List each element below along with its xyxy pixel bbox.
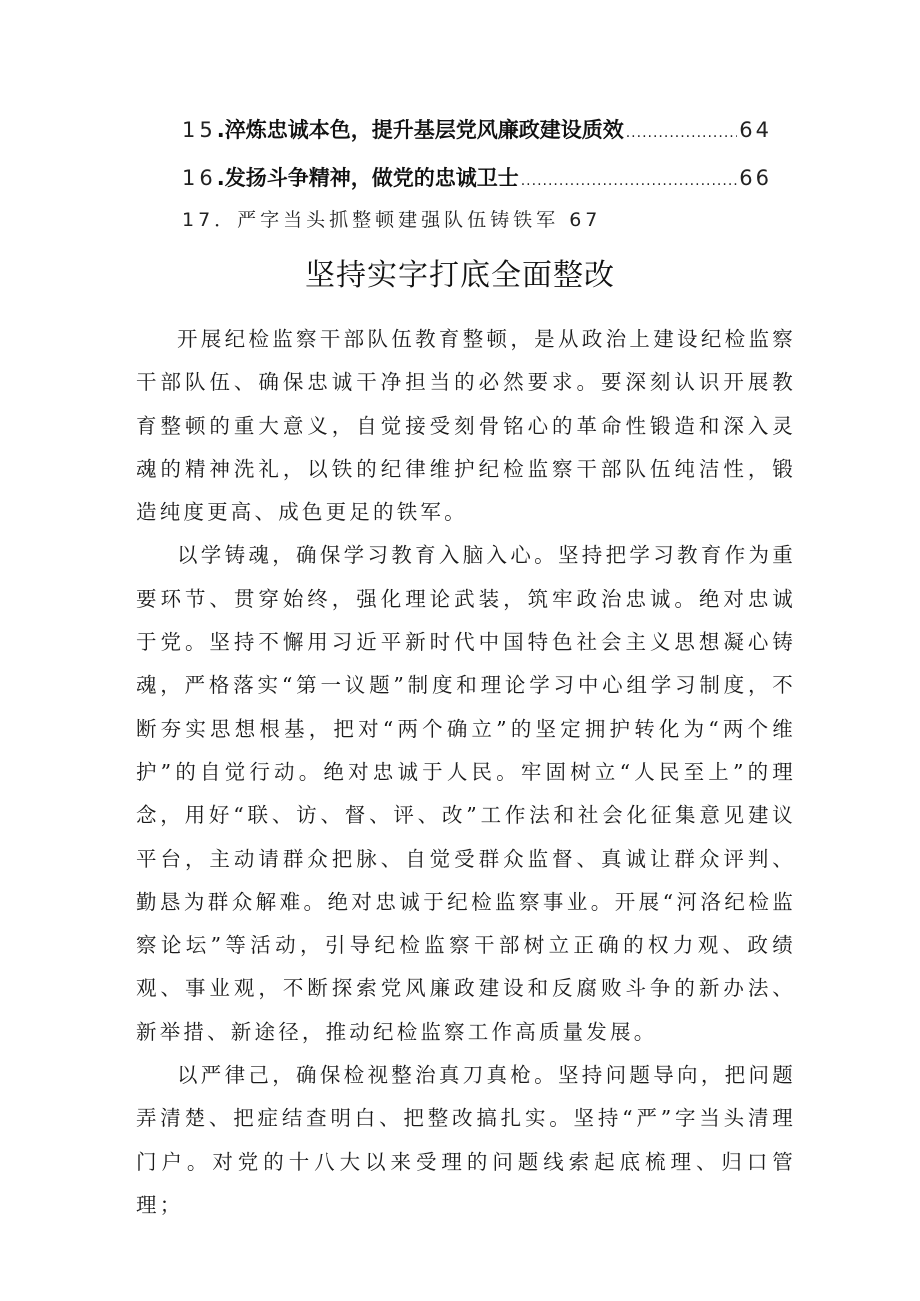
toc-item-title: .发扬斗争精神，做党的忠诚卫士 [216,166,519,190]
body-paragraph: 以严律己，确保检视整治真刀真枪。坚持问题导向，把问题弄清楚、把症结查明白、把整改搞扎实。坚持“严”字当头清理门户。对党的十八大以来受理的问题线索起底梳理、归口管理； [136,1063,796,1217]
toc-item[interactable] [182,158,772,206]
toc-item[interactable] [182,110,772,158]
toc-leader-dots [521,161,738,201]
article-title: 坚持实字打底全面整改 [305,258,615,293]
article-body [136,318,796,1227]
toc-leader-dots [626,113,738,153]
toc-item-plain[interactable]: 17．严字当头抓整顿建强队伍铸铁军 67 [182,209,602,231]
toc-item-page: 66 [739,166,772,190]
toc-item-page: 64 [739,118,772,142]
body-paragraph: 以学铸魂，确保学习教育入脑入心。坚持把学习教育作为重要环节、贯穿始终，强化理论武装，筑牢政治忠诚。绝对忠诚于党。坚持不懈用习近平新时代中国特色社会主义思想凝心铸魂，严格落实“第一议题”制度和理论学习中心组学习制度，不断夯实思想根基，把对“两个确立”的坚定拥护转化为“两个维护”的自觉行动。绝对忠诚于人民。牢固树立“人民至上”的理念，用好“联、访、督、评、改”工作法和社会化征集意见建议平台，主动请群众把脉、自觉受群众监督、真诚让群众评判、勤恳为群众解难。绝对忠诚于纪检监察事业。开展“河洛纪检监察论坛”等活动，引导纪检监察干部树立正确的权力观、政绩观、事业观，不断探索党风廉政建设和反腐败斗争的新办法、新举措、新途径，推动纪检监察工作高质量发展。 [136,543,796,1044]
table-of-contents [182,110,772,238]
body-paragraph: 开展纪检监察干部队伍教育整顿，是从政治上建设纪检监察干部队伍、确保忠诚干净担当的必然要求。要深刻认识开展教育整顿的重大意义，自觉接受刻骨铭心的革命性锻造和深入灵魂的精神洗礼，以铁的纪律维护纪检监察干部队伍纯洁性，锻造纯度更高、成色更足的铁军。 [136,327,796,525]
toc-item-title: .淬炼忠诚本色，提升基层党风廉政建设质效 [216,118,624,142]
toc-item-number: 16 [182,166,217,190]
toc-item-number: 15 [182,118,217,142]
